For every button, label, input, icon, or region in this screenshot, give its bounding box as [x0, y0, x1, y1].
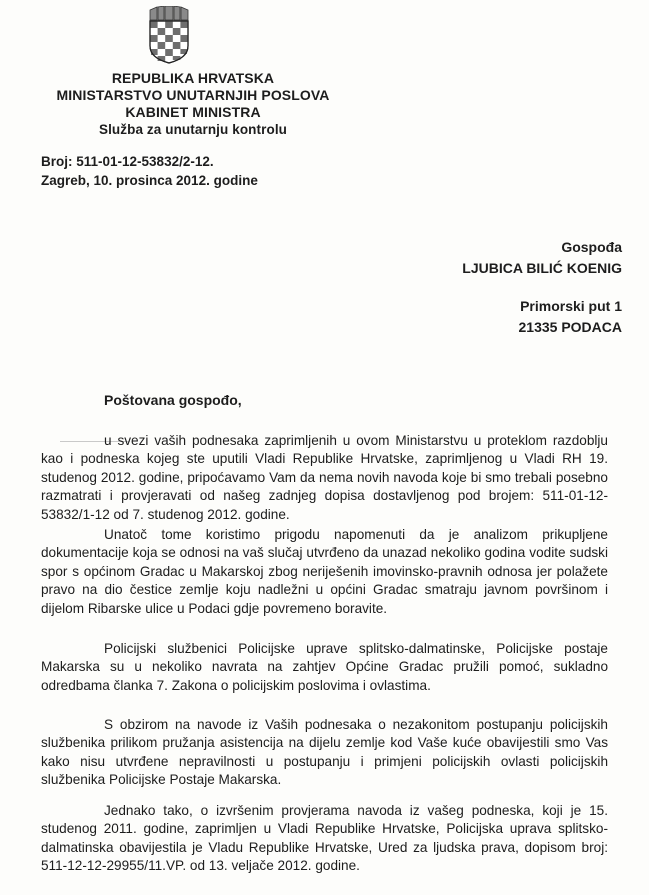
place-date: Zagreb, 10. prosinca 2012. godine [41, 173, 258, 188]
recipient-city: 21335 PODACA [518, 319, 622, 335]
salutation: Poštovana gospođo, [104, 392, 242, 408]
coat-of-arms-icon [147, 6, 191, 64]
recipient-block [462, 237, 622, 338]
service-name: Služba za unutarnju kontrolu [98, 122, 288, 137]
cabinet-name: KABINET MINISTRA [125, 104, 261, 120]
paragraph-3: Policijski službenici Policijske uprave splitsko-dalmatinske, Policijske postaje Makarska su u nekoliko navrata na zahtjev Općine Gradac pružili pomoć, sukladno odredbama članka 7. Zakona o policijskim poslovima i ovlastima. [41, 641, 608, 693]
letterhead [40, 70, 346, 138]
recipient-title: Gospođa [561, 239, 622, 255]
paragraph-5: Jednako tako, o izvršenim provjerama navoda iz vašeg podneska, koji je 15. studenog 2011. godine, zaprimljen u Vladi Republike Hrvatske, Policijska uprava splitsko-dalmatinska obavijestila je Vladu Republike Hrvatske, Ured za ljudska prava, dopisom broj: 511-12-12-29955/11.VP. od 13. veljače 2012. godine. [41, 803, 608, 874]
reference-block [41, 152, 258, 190]
paragraph-2: Unatoč tome koristimo prigodu napomenuti da je analizom prikupljene dokumentacije koja se odnosi na vaš slučaj utvrđeno da unazad nekoliko godina vodite sudski spor s općinom Gradac u Makarskoj zbog neriješenih imovinsko-pravnih odnosa jer polažete pravo na dio čestice zemlje koju nadležni u općini Gradac smatraju javnom površinom i dijelom Ribarske ulice u Podaci gdje povremeno boravite. [41, 527, 608, 616]
recipient-name: LJUBICA BILIĆ KOENIG [462, 260, 622, 276]
paragraph-4: S obzirom na navode iz Vaših podnesaka o nezakonitom postupanju policijskih službenika prilikom pružanja asistencija na dijelu zemlje kod Vaše kuće obavijestili smo Vas kako nisu utvrđene nepravilnosti u postupanju i primjeni policijskih ovlasti policijskih službenika Policijske Postaje Makarska. [41, 717, 608, 788]
paragraph-1: u svezi vaših podnesaka zaprimljenih u ovom Ministarstvu u proteklom razdoblju kao i podneska kojeg ste uputili Vladi Republike Hrvatske, zaprimljenog u Vladi RH 19. studenog 2012. godine, pripoćavamo Vam da nema novih navoda koje bi smo trebali posebno razmatrati i provjeravati od našeg zadnjeg dopisa dostavljenog pod brojem: 511-01-12-53832/1-12 od 7. studenog 2012. godine. [41, 433, 608, 522]
country-name: REPUBLIKA HRVATSKA [111, 70, 275, 86]
recipient-street: Primorski put 1 [520, 298, 622, 314]
ministry-name: MINISTARSTVO UNUTARNJIH POSLOVA [56, 87, 330, 103]
reference-number: Broj: 511-01-12-53832/2-12. [41, 154, 214, 169]
